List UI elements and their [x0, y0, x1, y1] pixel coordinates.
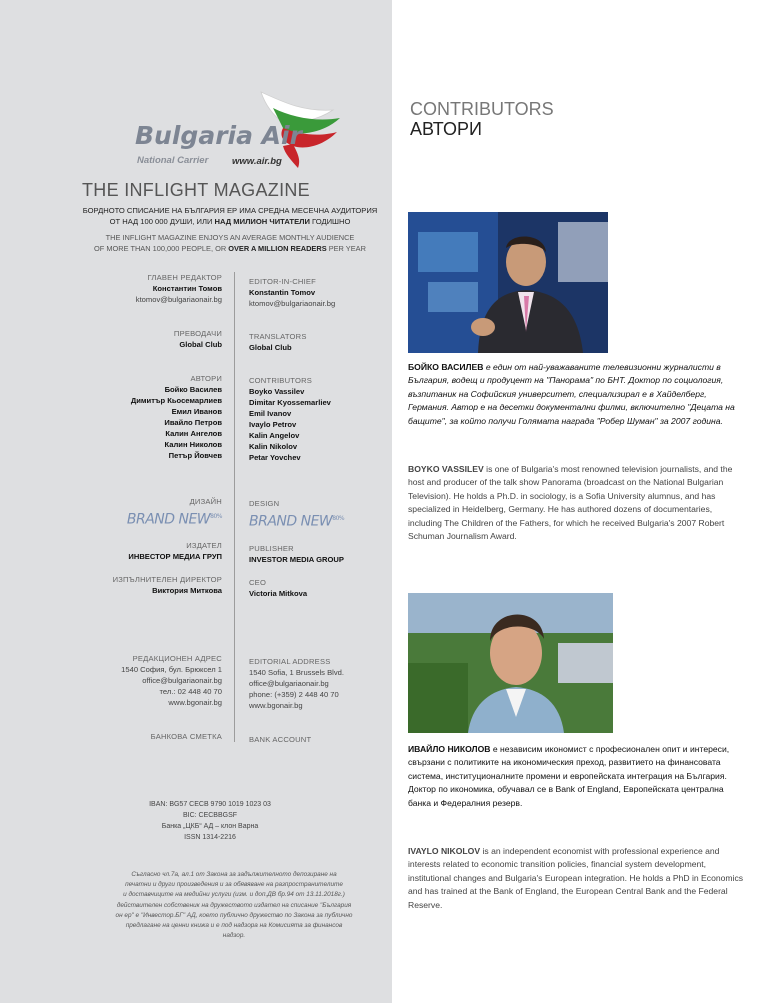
ivaylo-bio-bg: ИВАЙЛО НИКОЛОВ е независим икономист с професионален опит и интереси, свързани с политиките на икономическия преход, развитието на финансовата система, институционалните промени и европейската интеграция на България. Доктор по икономика, обучавал се в Bank of England, Европейската централна банка и Федералния резерв. [408, 744, 730, 808]
design-en: DESIGN BRAND $NEW^{80\%}$ [249, 498, 389, 534]
ceo-bg: ИЗПЪЛНИТЕЛЕН ДИРЕКТОР Виктория Митков​а [112, 575, 222, 595]
section-title-bg: АВТОРИ [410, 119, 482, 139]
magazine-title: THE INFLIGHT MAGAZINE [82, 180, 310, 200]
bulgaria-air-logo [133, 88, 343, 168]
editor-en: EDITOR-IN-CHIEF Konstantin Tomov ktomov@bulgariaonair.bg [249, 277, 336, 308]
publisher-bg: ИЗДАТЕЛ ИНВЕСТОР МЕДИА ГРУП [128, 541, 222, 561]
translators-en: TRANSLATORS Global Club [249, 332, 307, 352]
audience-description-bg: БОРДНОТО СПИСАНИЕ НА БЪЛГАРИЯ ЕР ИМА СРЕДНА МЕСЕЧНА АУДИТОРИЯ ОТ НАД 100 000 ДУШИ, ИЛИ НАД МИЛИОН ЧИТАТЕЛИ ГОДИШНО [82, 206, 378, 226]
publisher-en: PUBLISHER INVESTOR MEDIA GROUP [249, 544, 344, 564]
ceo-en: CEO Victoria Mitkova [249, 578, 308, 598]
translators-bg: ПРЕВОДАЧИ Global Club [173, 329, 222, 349]
bank-en: BANK ACCOUNT [249, 735, 312, 744]
contributors-en: CONTRIBUTORS Boyko Vassilev Dimitar Kyossemarliev Emil Ivanov Ivaylo Petrov Kalin Angelov Kalin Nikolov Petar Yovchev [249, 376, 331, 462]
logo-wordmark: Bulgaria Air [135, 121, 302, 150]
legal-notice: Съгласно чл.7а, ал.1 от Закона за задължителното депозиране на печатни и други произведения и за обявяване на разпространителите и доставчиците на медийни услуги (изм. и доп.ДВ бр.94 от 13.11.2018г.) действителен собственик на дружеството издател на списание "България он ер" е "Инвестор.БГ" АД, което публично дружество по Закона за публично предлагане на ценни книжа и е под надзора на Комисията за финансов надзор. [115, 871, 353, 940]
address-en: EDITORIAL ADDRESS 1540 Sofia, 1 Brussels Blvd. office@bulgariaonair.bg phone: (+359) 2 448 40 70 www.bgonair.bg [249, 657, 344, 710]
section-title-en: CONTRIBUTORS [410, 99, 554, 119]
boyko-bio-en: BOYKO VASSILEV is one of Bulgaria's most renowned television journalists, and the host and producer of the talk show Panorama (broadcast on the National Bulgarian Television). He holds a Ph.D. in sociology, is a Sofia University alumnus, and has specialized in Heidelberg, Germany. He has authored dozens of documentaries, including The Children of the Fathers, for which he received Bulgaria's 2007 Robert Schuman Journalism Award. [408, 464, 733, 542]
ivaylo-bio-en: IVAYLO NIKOLOV is an independent economist with professional experience and interests related to economic transition policies, financial system development, institutional changes and Bulgaria's European integration. He holds a PhD in Economics and has trained at the Bank of England, the European Central Bank and the Federal Reserve. [408, 846, 744, 910]
column-divider [234, 272, 235, 742]
logo-url: www.air.bg [232, 156, 282, 167]
logo-tagline: National Carrier [137, 155, 209, 166]
ivaylo-nikolov-photo [408, 593, 613, 733]
audience-description-en: THE INFLIGHT MAGAZINE ENJOYS AN AVERAGE MONTHLY AUDIENCE OF MORE THAN 100,000 PEOPLE, OR OVER A MILLION READERS PER YEAR [94, 233, 366, 253]
boyko-bio-bg: БОЙКО ВАСИЛЕВ е един от най-уважаваните телевизионни журналисти в България, водещ и продуцент на "Панорама" по БНТ. Доктор по социология, възпитаник на Софийския университет, специализирал е в Хайделберг, Германия. Автор е на десетки документални филми, включително "Децата на бащите", за който получи Голямата награда "Робер Шуман" за 2007 година. [408, 362, 735, 426]
bank-details: IBAN: BG57 CECB 9790 1019 1023 03 BIC: CECBBGSF Банка „ЦКБ“ АД – клон Варна ISSN 1314-2216 [149, 801, 271, 841]
design-bg: ДИЗАЙН BRAND $NEW^{80\%}$ [60, 496, 222, 532]
editor-bg: ГЛАВЕН РЕДАКТОР Константин Томов ktomov@bulgariaonair.bg [135, 273, 222, 304]
address-bg: РЕДАКЦИОНЕН АДРЕС 1540 София, бул. Брюксел 1 office@bulgariaonair.bg тел.: 02 448 40 70 www.bgonair.bg [121, 654, 222, 707]
design-brand-logo-en: BRAND $NEW^{80\%}$ [249, 513, 345, 530]
contributors-bg: АВТОРИ Бойко Василев Димитър Кьосемарлиев Емил Иванов Ивайло Петров Калин Ангелов Калин Николов Петър Йовчев [130, 374, 222, 460]
bank-bg: БАНКОВА СМЕТКА [150, 732, 222, 741]
design-brand-logo-bg: BRAND $NEW^{80\%}$ [126, 511, 222, 528]
boyko-vassilev-photo [408, 212, 608, 353]
